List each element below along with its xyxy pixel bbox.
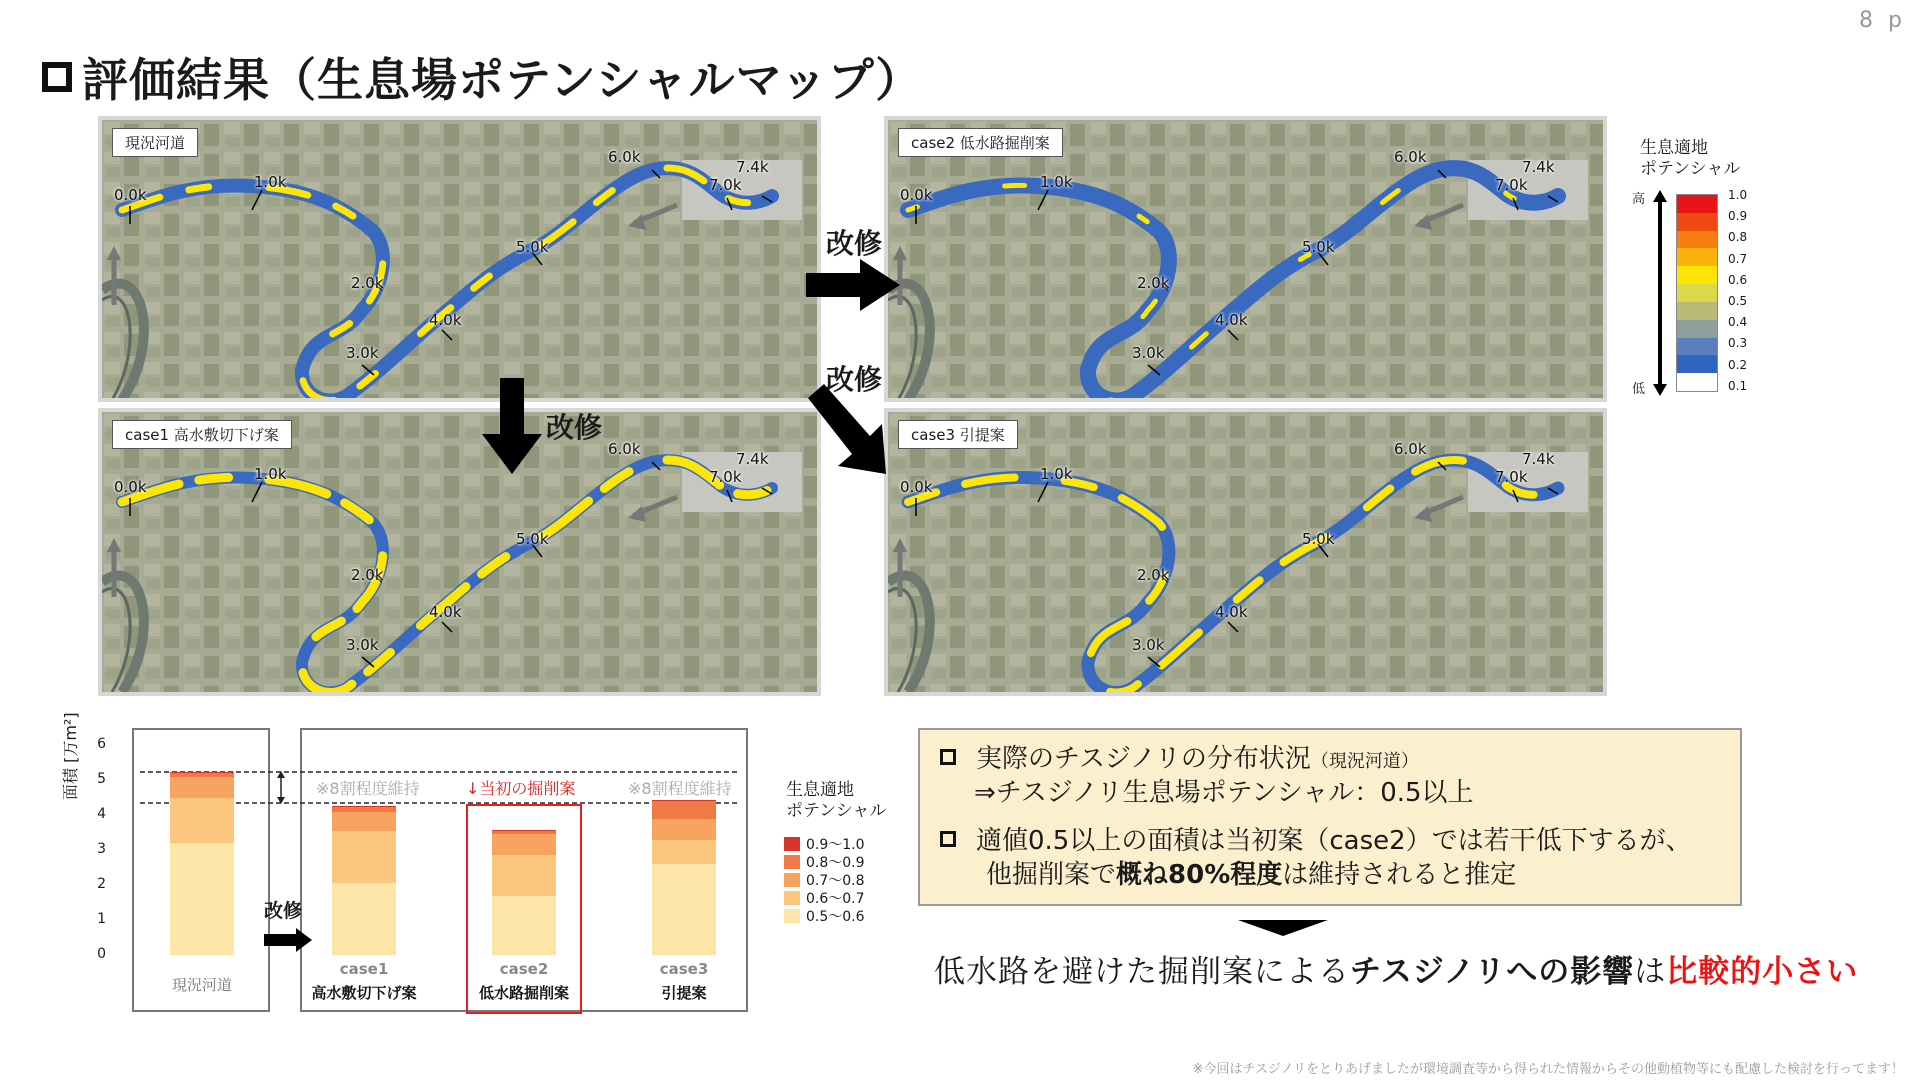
conclusion-pre: 低水路を避けた掘削案による	[934, 954, 1350, 990]
km-label: 7.4k	[1522, 450, 1555, 468]
bar-segment	[652, 864, 716, 955]
km-label: 7.0k	[1495, 468, 1528, 486]
arrow-right-icon	[800, 255, 910, 315]
km-label: 3.0k	[1132, 344, 1165, 362]
legend-tick: 0.9	[1728, 209, 1748, 224]
category-case: case2	[499, 960, 549, 978]
bar-segment	[652, 800, 716, 801]
map-current-river	[98, 116, 821, 402]
map-label: 現況河道	[112, 128, 198, 157]
bullet-square-icon	[940, 749, 956, 765]
bar-segment	[652, 840, 716, 865]
km-label: 7.0k	[1495, 176, 1528, 194]
chart-y-axis-label: 面積 [万m²]	[61, 712, 80, 800]
km-label: 5.0k	[516, 238, 549, 256]
chart-y-tick: 4	[97, 806, 106, 822]
bullet2-line1: 適値0.5以上の面積は当初案（case2）では若干低下するが、	[976, 826, 1692, 856]
bullet2-bold: 概ね80%程度	[1116, 860, 1283, 890]
km-label: 1.0k	[1040, 173, 1073, 191]
kaishu-label-3: 改修	[826, 363, 883, 396]
legend-title-line1: 生息適地	[1640, 138, 1708, 158]
km-label: 3.0k	[346, 344, 379, 362]
km-label: 7.4k	[736, 450, 769, 468]
kaishu-label-1: 改修	[826, 227, 883, 260]
km-label: 3.0k	[346, 636, 379, 654]
legend-label: 0.6～0.7	[806, 891, 865, 907]
bar-segment	[170, 773, 234, 777]
legend-swatch	[784, 837, 800, 851]
km-label: 3.0k	[1132, 636, 1165, 654]
legend-tick: 0.3	[1728, 336, 1748, 351]
chart-y-tick: 0	[97, 946, 106, 962]
chart-legend-title-line1: 生息適地	[786, 780, 854, 800]
map-label: case1 高水敷切下げ案	[112, 420, 292, 449]
bar-segment	[332, 883, 396, 955]
down-triangle-icon	[1238, 920, 1328, 936]
bullet2-post: は維持されると推定	[1282, 860, 1517, 890]
bar-segment	[492, 834, 556, 855]
bullet1-main: 実際のチスジノリの分布状況	[976, 744, 1311, 774]
page-number: 8 p	[1859, 8, 1906, 33]
bar-segment	[170, 798, 234, 844]
aerial-map-image	[102, 412, 817, 692]
km-label: 5.0k	[516, 530, 549, 548]
legend-tick: 0.5	[1728, 294, 1748, 308]
km-label: 7.4k	[1522, 158, 1555, 176]
category-case: case3	[659, 960, 709, 978]
legend-swatch	[784, 855, 800, 869]
chart-legend-item	[784, 834, 865, 854]
legend-tick: 0.2	[1728, 357, 1748, 372]
chart-legend-title	[786, 780, 886, 822]
legend-swatch	[1677, 320, 1717, 338]
legend-tick: 0.1	[1728, 378, 1748, 393]
bullet2-pre: 他掘削案で	[986, 860, 1117, 890]
bar-segment	[332, 806, 396, 807]
bar-segment	[492, 831, 556, 835]
km-label: 5.0k	[1302, 530, 1335, 548]
footnote: ※今回はチスジノリをとりあげましたが環境調査等から得られた情報からその他動植物等にも配慮した検討を行ってます！	[1192, 1062, 1904, 1077]
chart-y-tick: 1	[97, 911, 106, 927]
category-name: 現況河道	[171, 976, 232, 994]
page-title-text: 評価結果（生息場ポテンシャルマップ）	[82, 53, 923, 107]
bar-segment	[332, 806, 396, 811]
legend-tick: 0.8	[1728, 230, 1748, 245]
km-label: 2.0k	[351, 274, 384, 292]
legend-swatch	[784, 873, 800, 887]
chart-kaishu-label: 改修	[264, 900, 303, 922]
km-label: 2.0k	[1137, 274, 1170, 292]
legend-title	[1640, 138, 1740, 180]
bar-segment	[170, 843, 234, 955]
legend-tick: 0.4	[1728, 315, 1748, 330]
km-label: 2.0k	[351, 566, 384, 584]
km-label: 4.0k	[1215, 311, 1248, 329]
legend-color-bar	[1676, 194, 1718, 392]
map-label: case2 低水路掘削案	[898, 128, 1063, 157]
bullet2-line2	[986, 858, 1516, 892]
conclusion-mid: は	[1634, 954, 1667, 990]
km-label: 6.0k	[1394, 148, 1427, 166]
legend-low-label: 低	[1632, 382, 1646, 397]
bar-segment	[492, 855, 556, 895]
legend-title-line2: ポテンシャル	[1640, 159, 1741, 179]
bullet-square-icon	[940, 831, 956, 847]
bullet1-line2: ⇒チスジノリ生息場ポテンシャル：0.5以上	[974, 778, 1474, 808]
km-label: 0.0k	[900, 478, 933, 496]
page-title	[42, 44, 922, 110]
km-label: 7.0k	[709, 468, 742, 486]
legend-label: 0.8～0.9	[806, 855, 865, 871]
bar-segment	[170, 772, 234, 773]
km-label: 7.4k	[736, 158, 769, 176]
title-square-icon	[42, 62, 72, 92]
km-label: 4.0k	[429, 311, 462, 329]
legend-tick: 1.0	[1728, 188, 1748, 202]
legend-high-label: 高	[1632, 192, 1646, 207]
bar-segment	[492, 896, 556, 956]
legend-tick: 0.7	[1728, 251, 1748, 266]
legend-tick: 0.6	[1728, 272, 1748, 287]
km-label: 4.0k	[1215, 603, 1248, 621]
bar-segment	[170, 777, 234, 798]
legend-double-arrow-icon	[1652, 190, 1668, 396]
map-label: case3 引提案	[898, 420, 1018, 449]
km-label: 6.0k	[608, 440, 641, 458]
legend-swatch	[1677, 231, 1717, 249]
kaishu-label-2: 改修	[546, 411, 603, 444]
aerial-map-image	[102, 120, 817, 398]
km-label: 1.0k	[1040, 465, 1073, 483]
bullet-1	[940, 742, 1419, 779]
legend-swatch	[1677, 284, 1717, 302]
chart-arrow-right-icon	[262, 928, 314, 952]
conclusion-red: 比較的小さい	[1666, 954, 1859, 990]
chart-legend-title-line2: ポテンシャル	[786, 801, 887, 821]
km-label: 1.0k	[254, 465, 287, 483]
conclusion	[934, 946, 1858, 991]
category-name: 引提案	[661, 984, 707, 1002]
category-case: case1	[339, 960, 389, 978]
legend-swatch	[1677, 355, 1717, 373]
legend-swatch	[1677, 338, 1717, 356]
annotation-middle: ↓当初の掘削案	[466, 779, 576, 798]
km-label: 5.0k	[1302, 238, 1335, 256]
km-label: 0.0k	[114, 478, 147, 496]
map-case2	[884, 116, 1607, 402]
km-label: 2.0k	[1137, 566, 1170, 584]
bar-segment	[492, 830, 556, 831]
map-case1	[98, 408, 821, 696]
aerial-map-image	[888, 412, 1603, 692]
map-case3	[884, 408, 1607, 696]
info-box	[918, 728, 1742, 906]
legend-label: 0.5～0.6	[806, 909, 865, 925]
legend-swatch	[1677, 213, 1717, 231]
chart-legend-item	[784, 906, 865, 926]
km-label: 1.0k	[254, 173, 287, 191]
arrow-down-icon	[478, 378, 548, 478]
bar-segment	[332, 812, 396, 831]
bar-segment	[332, 831, 396, 884]
chart-y-tick: 6	[97, 736, 106, 752]
chart-legend-item	[784, 852, 865, 872]
legend-swatch	[784, 891, 800, 905]
chart-legend-item	[784, 870, 865, 890]
annotation-right: ※8割程度維持	[628, 779, 732, 798]
annotation-left: ※8割程度維持	[316, 779, 420, 798]
legend-swatch	[1677, 266, 1717, 284]
bar-segment	[652, 819, 716, 840]
chart-y-tick: 3	[97, 841, 106, 857]
km-label: 7.0k	[709, 176, 742, 194]
chart-y-tick: 2	[97, 876, 106, 892]
chart-y-tick: 5	[97, 771, 106, 787]
category-name: 高水敷切下げ案	[311, 984, 417, 1002]
conclusion-bold: チスジノリへの影響	[1350, 954, 1635, 990]
aerial-map-image	[888, 120, 1603, 398]
km-label: 0.0k	[114, 186, 147, 204]
category-name: 低水路掘削案	[478, 984, 569, 1002]
km-label: 0.0k	[900, 186, 933, 204]
bar-segment	[652, 801, 716, 819]
km-label: 6.0k	[1394, 440, 1427, 458]
km-label: 6.0k	[608, 148, 641, 166]
km-label: 4.0k	[429, 603, 462, 621]
legend-swatch	[1677, 195, 1717, 213]
legend-swatch	[1677, 302, 1717, 320]
legend-label: 0.9～1.0	[806, 837, 865, 853]
legend-label: 0.7～0.8	[806, 873, 865, 889]
bullet1-small: （現況河道）	[1310, 751, 1419, 772]
chart-legend-item	[784, 888, 865, 908]
legend-swatch	[1677, 373, 1717, 391]
legend-swatch	[1677, 248, 1717, 266]
legend-swatch	[784, 909, 800, 923]
bullet-2	[940, 824, 1692, 858]
